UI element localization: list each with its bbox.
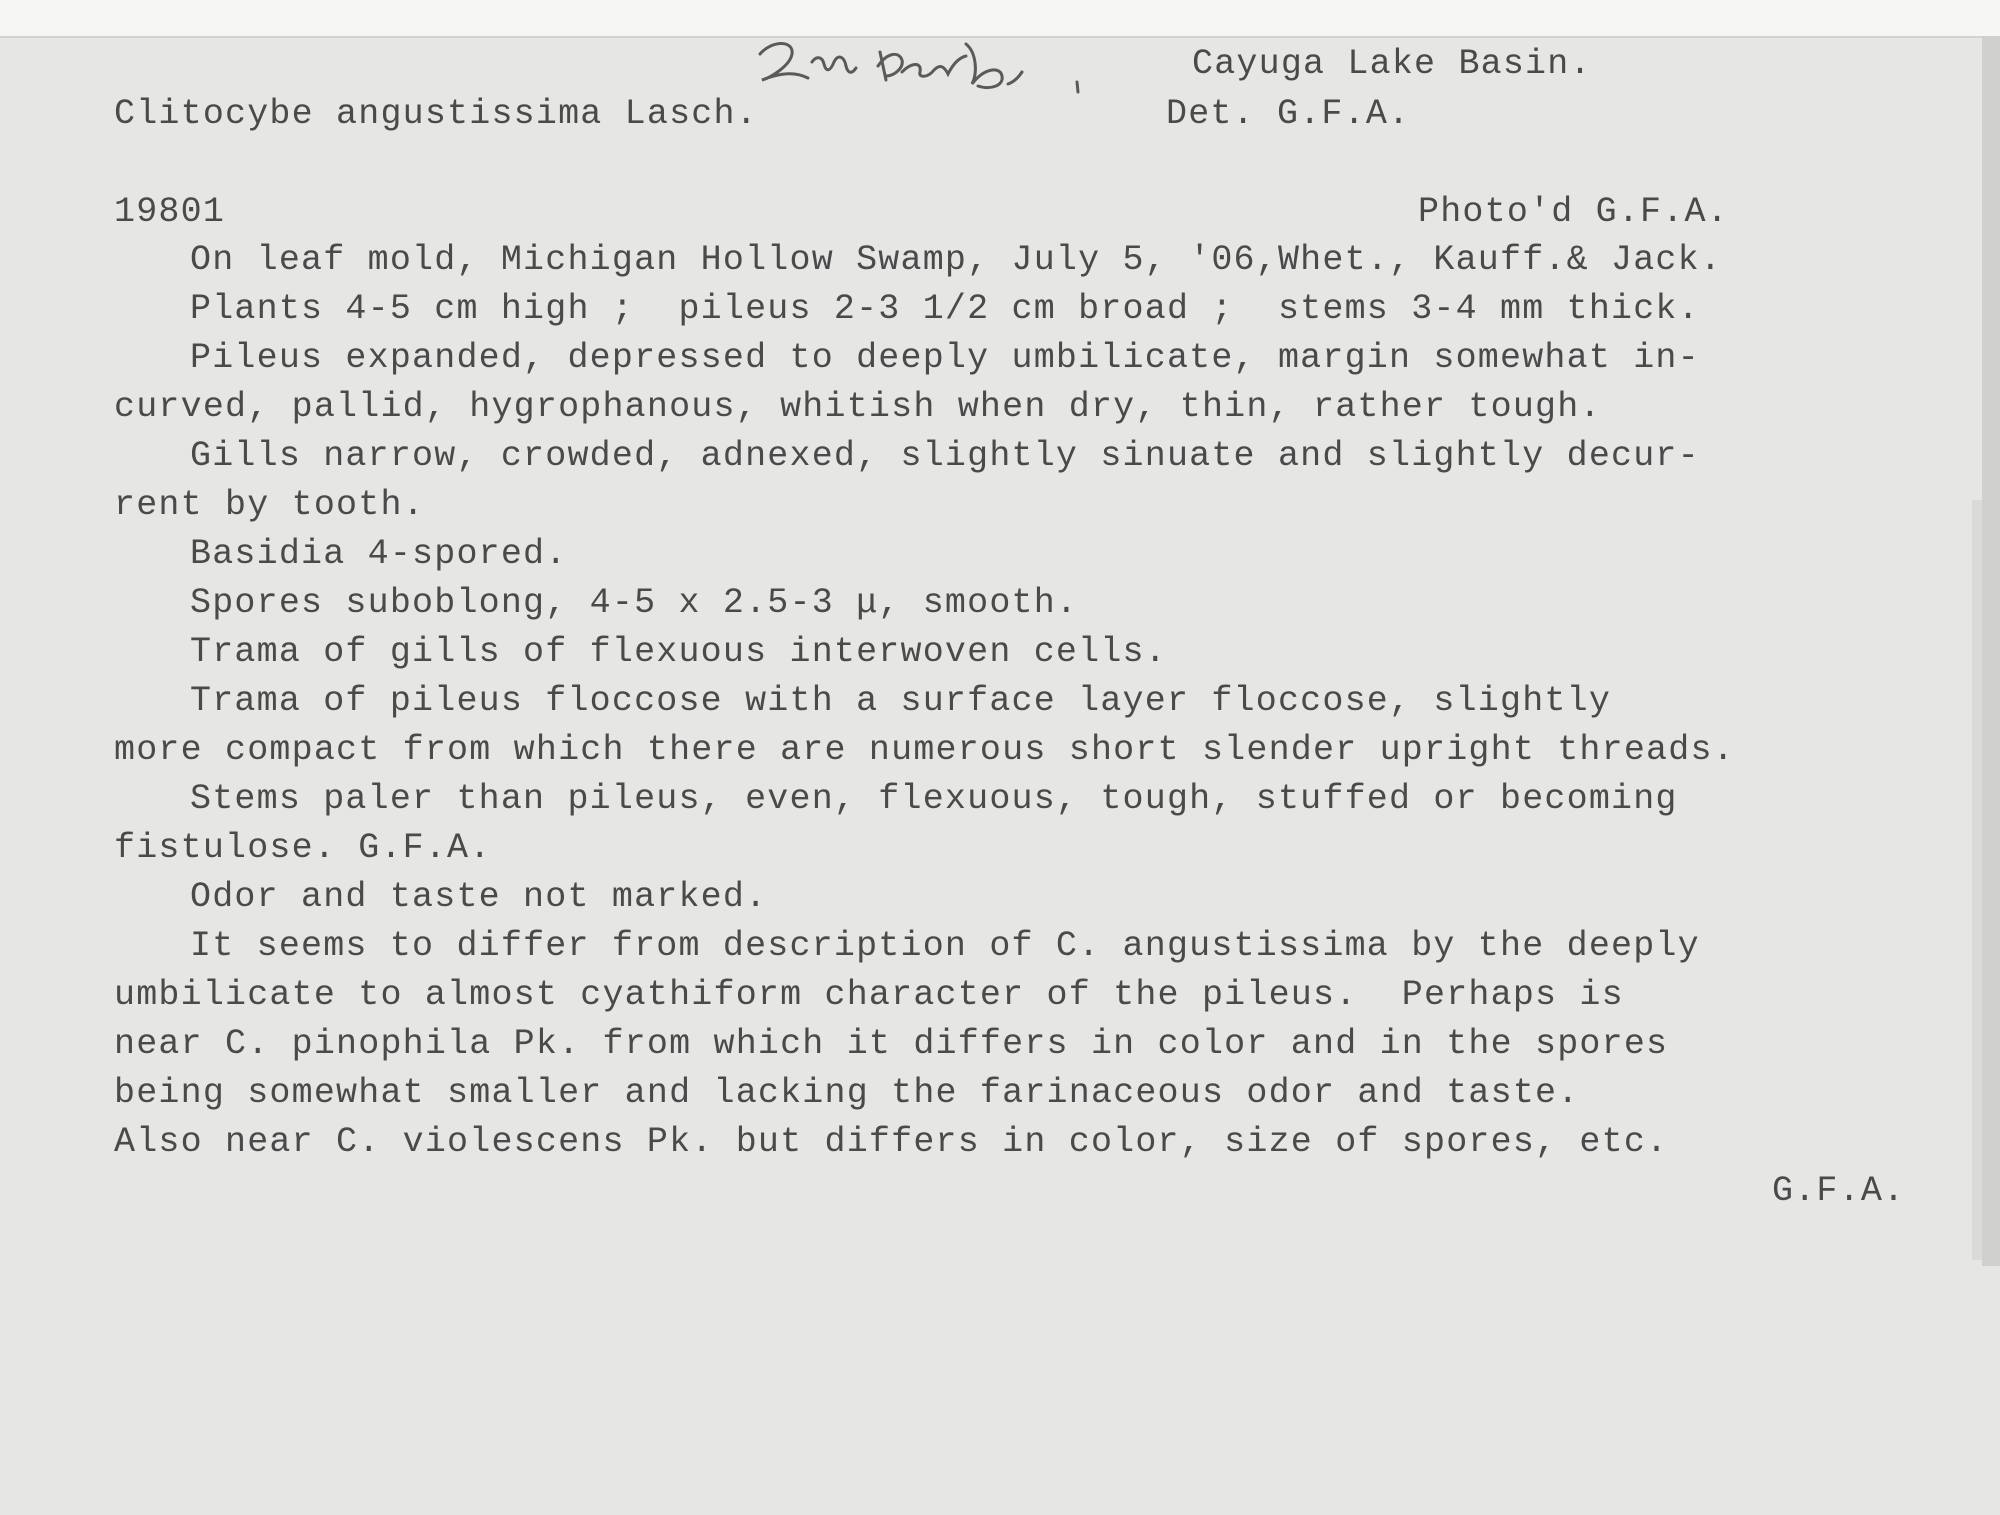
- remarks-line-1: It seems to differ from description of C. angustissima by the deeply: [190, 926, 1700, 966]
- gills-line-1: Gills narrow, crowded, adnexed, slightly sinuate and slightly decur-: [190, 436, 1700, 476]
- trama-pileus-line-2: more compact from which there are numerous short slender upright threads.: [114, 730, 1735, 770]
- card-right-shadow: [1972, 500, 1982, 1260]
- stems-line-2: fistulose. G.F.A.: [114, 828, 492, 868]
- handwritten-note: [752, 32, 1092, 102]
- spores-line: Spores suboblong, 4-5 x 2.5-3 μ, smooth.: [190, 583, 1079, 623]
- stems-line-1: Stems paler than pileus, even, flexuous, tough, stuffed or becoming: [190, 779, 1678, 819]
- pileus-line-2: curved, pallid, hygrophanous, whitish when dry, thin, rather tough.: [114, 387, 1602, 427]
- basidia-line: Basidia 4-spored.: [190, 534, 568, 574]
- collection-line: On leaf mold, Michigan Hollow Swamp, July 5, '06,Whet., Kauff.& Jack.: [190, 240, 1723, 280]
- determination-label: Det. G.F.A.: [1166, 94, 1411, 134]
- gills-line-2: rent by tooth.: [114, 485, 425, 525]
- specimen-number: 19801: [114, 192, 226, 232]
- signature: G.F.A.: [1772, 1171, 1906, 1211]
- species-name: Clitocybe angustissima Lasch.: [114, 94, 758, 134]
- photo-note: Photo'd G.F.A.: [1418, 192, 1729, 232]
- remarks-line-5: Also near C. violescens Pk. but differs in color, size of spores, etc.: [114, 1122, 1669, 1162]
- measurements-line: Plants 4-5 cm high ; pileus 2-3 1/2 cm broad ; stems 3-4 mm thick.: [190, 289, 1700, 329]
- location-label: Cayuga Lake Basin.: [1192, 44, 1592, 84]
- card-right-edge: [1982, 36, 2000, 1266]
- remarks-line-2: umbilicate to almost cyathiform character of the pileus. Perhaps is: [114, 975, 1624, 1015]
- remarks-line-3: near C. pinophila Pk. from which it differs in color and in the spores: [114, 1024, 1669, 1064]
- trama-gills-line: Trama of gills of flexuous interwoven cells.: [190, 632, 1167, 672]
- odor-line: Odor and taste not marked.: [190, 877, 768, 917]
- pileus-line-1: Pileus expanded, depressed to deeply umbilicate, margin somewhat in-: [190, 338, 1700, 378]
- trama-pileus-line-1: Trama of pileus floccose with a surface layer floccose, slightly: [190, 681, 1612, 721]
- remarks-line-4: being somewhat smaller and lacking the farinaceous odor and taste.: [114, 1073, 1580, 1113]
